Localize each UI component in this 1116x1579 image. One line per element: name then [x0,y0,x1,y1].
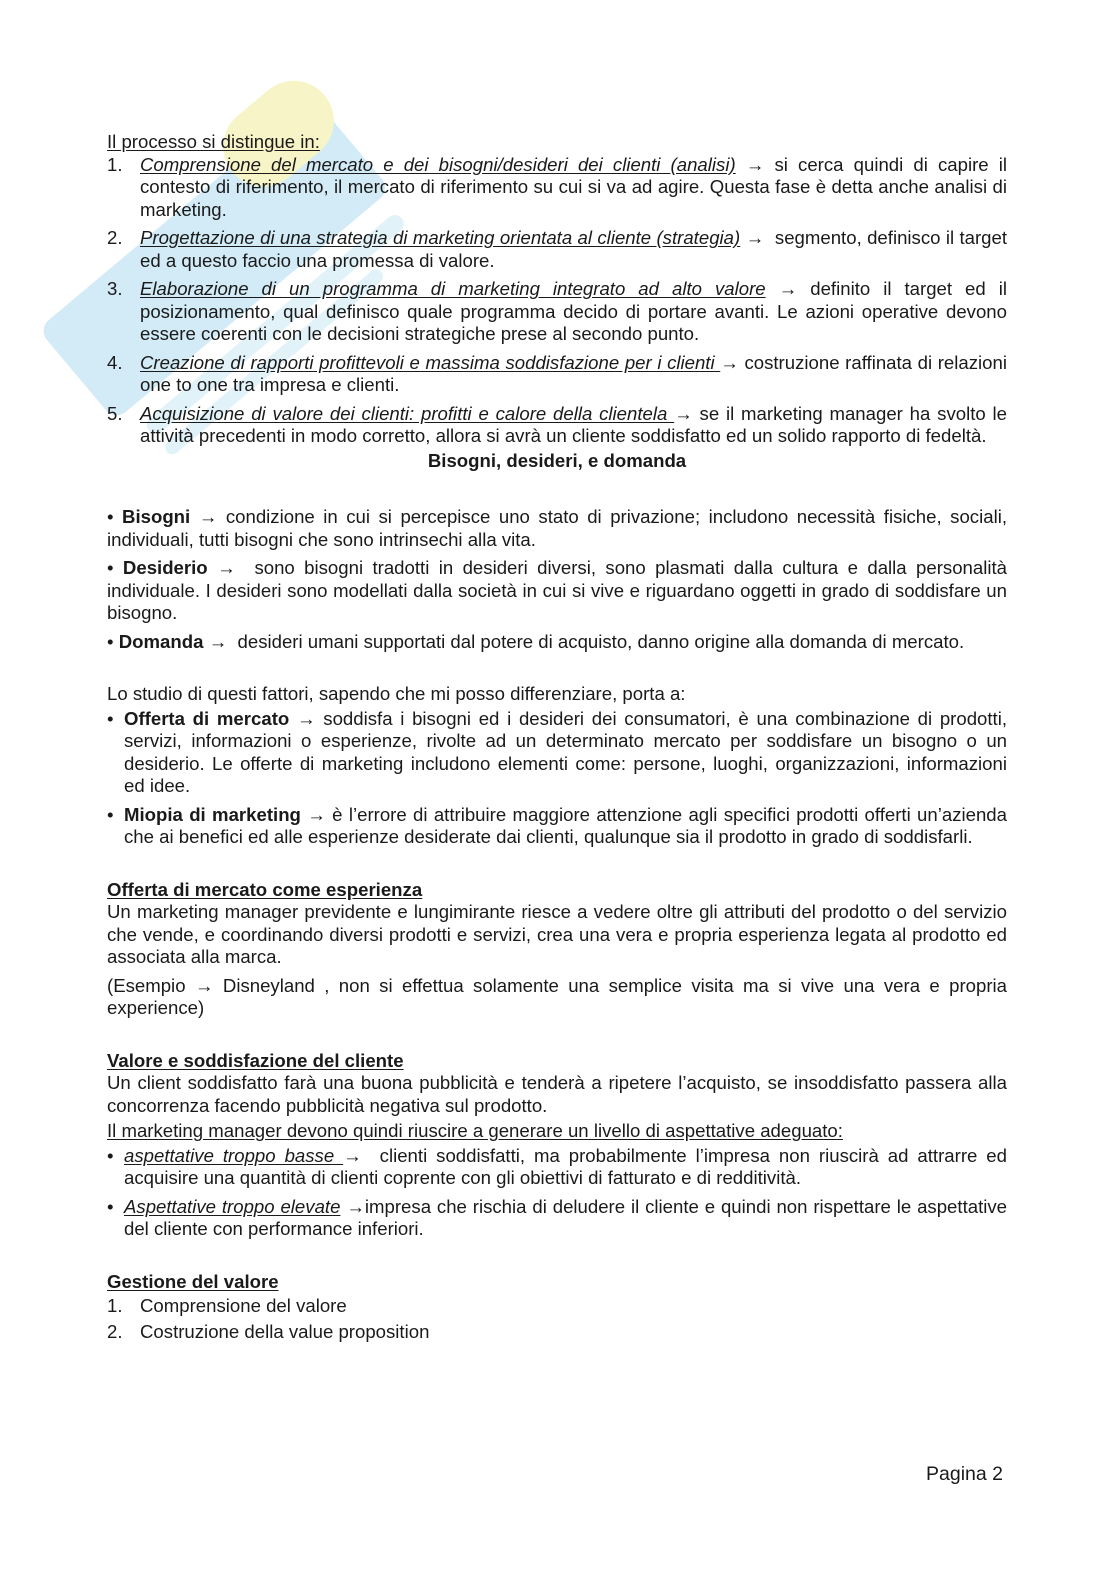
list-item: 1. Comprensione del mercato e dei bisogni/desideri dei clienti (analisi) → si cerca quindi di capire il contesto di riferimento, il mercato di riferimento su cui si va ad agire. Questa fase è detta anche analisi di marketing. [107,153,1007,220]
experience-body: Un marketing manager previdente e lungimirante riesce a vedere oltre gli attributi del prodotto o del servizio che vende, e coordinando diversi prodotti e servizi, crea una vera e propria esperienza legata al prodotto ed associata alla marca. [107,901,1007,967]
arrow-icon: → [217,557,236,578]
arrow-icon: → [745,153,765,175]
arrow-icon: → [194,974,214,996]
list-item: • Miopia di marketing → è l’errore di attribuire maggiore attenzione agli specifici prodotti offerti un’azienda che ai benefici ed alle esperienze desiderate dai clienti, qualunque sia il prodotto in grado di soddisfarli. [107,803,1007,847]
experience-example: (Esempio → Disneyland , non si effettua solamente una semplice visita ma si vive una vera e propria experience) [107,974,1007,1018]
process-intro: Il processo si distingue in: [107,131,320,152]
process-steps [107,154,1007,448]
list-item: 4. Creazione di rapporti profittevoli e massima soddisfazione per i clienti → costruzione raffinata di relazioni one to one tra impresa e clienti. [107,351,1007,395]
management-heading: Gestione del valore [107,1270,279,1292]
concept-domanda: • Domanda → desideri umani supportati dal potere di acquisto, danno origine alla domanda di mercato. [107,630,965,652]
arrow-icon: → [720,351,739,373]
step-title: Progettazione di una strategia di marketing orientata al cliente (strategia) [140,227,741,248]
list-item: 2. Progettazione di una strategia di marketing orientata al cliente (strategia) → segmento, definisco il target ed a questo faccio una promessa di valore. [107,227,1008,271]
value-heading: Valore e soddisfazione del cliente [107,1049,404,1071]
concept-term: Domanda [118,630,204,652]
concept-desiderio: • Desiderio → sono bisogni tradotti in desideri diversi, sono plasmati dalla cultura e dalla personalità individuale. I desideri sono modellati dalla società in cui si vive e riguardano oggetti in grado di soddisfare un bisogno. [107,557,1008,623]
expectations-list [107,1145,1007,1241]
arrow-icon: → [778,278,798,299]
section-title: Bisogni, desideri, e domanda [427,449,687,471]
list-item: • aspettative troppo basse → clienti soddisfatti, ma probabilmente l’impresa non riuscirà ad attrarre ed acquisire una quantità di clienti coprente con gli obiettivi di fatturato e di redditività. [107,1144,1007,1188]
arrow-icon: → [343,1144,362,1166]
list-item: 2. Costruzione della value proposition [107,1320,430,1342]
arrow-icon: → [674,402,693,424]
step-text: definito il target ed il posizionamento, qual definisco quale programma decido di portare avanti. Le azioni operative devono essere coerenti con le decisioni strategiche prese al secondo punto. [140,278,1007,344]
arrow-icon: → [745,227,765,248]
step-text: se il marketing manager ha svolto le attività precedenti in modo corretto, allora si avrà un cliente soddisfatto ed un solido rapporto di fedeltà. [140,402,1007,446]
value-body: Un client soddisfatto farà una buona pubblicità e tenderà a ripetere l’acquisto, se insoddisfatto passera alla concorrenza facendo pubblicità negativa sul prodotto. [107,1072,1007,1116]
list-item: 1. Comprensione del valore [107,1295,347,1316]
list-item: • Offerta di mercato → soddisfa i bisogni ed i desideri dei consumatori, è una combinazione di prodotti, servizi, informazioni o esperienze, rivolte ad un determinato mercato per soddisfare un bisogno o un desiderio. Le offerte di marketing includono elementi come: persone, luoghi, organizzazioni, informazioni ed idee. [107,707,1008,796]
step-text: si cerca quindi di capire il contesto di riferimento, il mercato di riferimento su cui si va ad agire. Questa fase è detta anche analisi di marketing. [140,153,1007,220]
concept-term: Desiderio [122,557,208,578]
concept-bisogni: • Bisogni → condizione in cui si percepisce uno stato di privazione; includono necessità fisiche, sociali, individuali, tutti bisogni che sono intrinsechi alla vita. [107,506,1007,550]
arrow-icon: → [208,630,228,652]
arrow-icon: → [346,1195,365,1217]
management-list [107,1295,1007,1343]
arrow-icon: → [296,707,316,729]
value-subheading: Il marketing manager devono quindi riuscire a generare un livello di aspettative adeguato: [107,1120,843,1141]
list-item: 5. Acquisizione di valore dei clienti: profitti e calore della clientela → se il marketing manager ha svolto le attività precedenti in modo corretto, allora si avrà un cliente soddisfatto ed un solido rapporto di fedeltà. [107,402,1007,446]
list-item: 3. Elaborazione di un programma di marketing integrato ad alto valore → definito il target ed il posizionamento, qual definisco quale programma decido di portare avanti. Le azioni operative devono essere coerenti con le decisioni strategiche prese al secondo punto. [107,278,1007,344]
step-title: Elaborazione di un programma di marketing integrato ad alto valore [140,278,766,299]
experience-heading: Offerta di mercato come esperienza [107,878,423,900]
step-title: Comprensione del mercato e dei bisogni/desideri dei clienti (analisi) [140,153,736,175]
step-text: segmento, definisco il target ed a questo faccio una promessa di valore. [140,227,1008,271]
step-text: costruzione raffinata di relazioni one to one tra impresa e clienti. [140,351,1007,395]
study-intro: Lo studio di questi fattori, sapendo che mi posso differenziare, porta a: [107,683,686,704]
concept-term: Bisogni [122,506,191,527]
page-content [107,131,1007,1349]
step-title: Acquisizione di valore dei clienti: profitti e calore della clientela [140,402,675,424]
arrow-icon: → [198,506,218,527]
arrow-icon: → [307,803,326,825]
step-title: Creazione di rapporti profittevoli e massima soddisfazione per i clienti [140,351,721,373]
study-list [107,708,1007,849]
list-item: • Aspettative troppo elevate →impresa che rischia di deludere il cliente e quindi non rispettare le aspettative del cliente con performance inferiori. [107,1195,1008,1239]
page-number: Pagina 2 [926,1463,1003,1485]
